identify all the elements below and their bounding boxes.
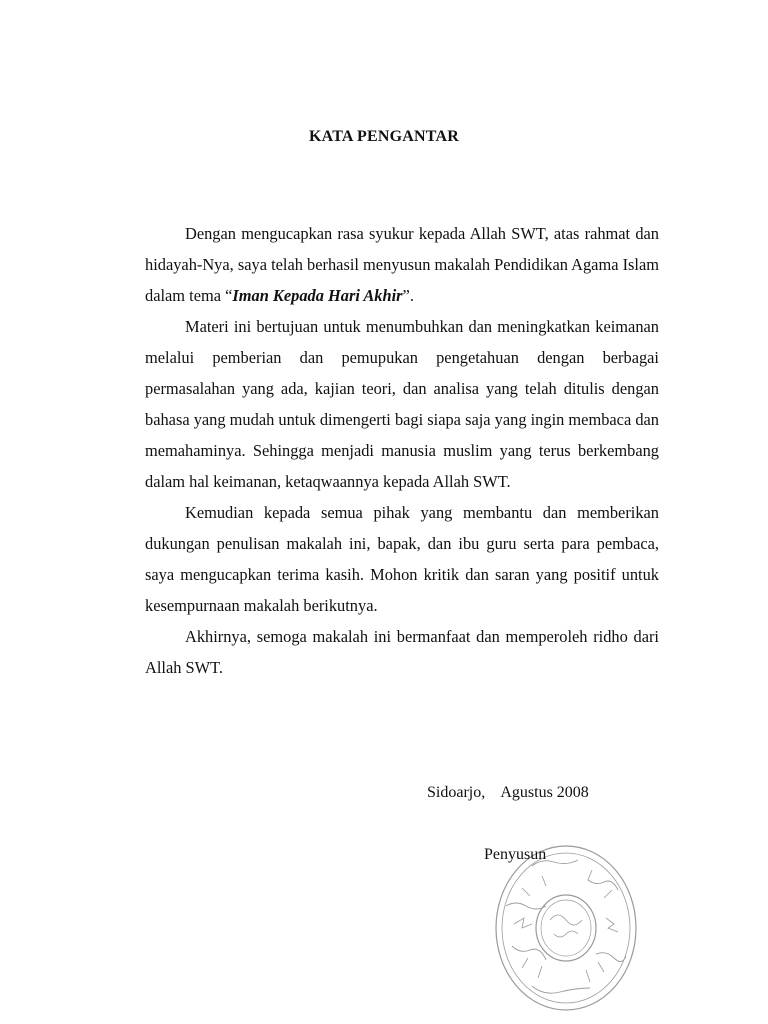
paragraph-2: Materi ini bertujuan untuk menumbuhkan dan meningkatkan keimanan melalui pemberian dan pemupukan pengetahuan dengan berbagai permasalahan yang ada, kajian teori, dan analisa yang telah ditulis dengan bahasa yang mudah untuk dimengerti bagi siapa saja yang ingin membaca dan memahaminya. Sehingga menjadi manusia muslim yang terus berkembang dalam hal keimanan, ketaqwaannya kepada Allah SWT. xyxy=(145,317,659,491)
page-title: KATA PENGANTAR xyxy=(309,128,459,145)
paragraph-4: Akhirnya, semoga makalah ini bermanfaat dan memperoleh ridho dari Allah SWT. xyxy=(145,627,659,677)
paragraph-1-before: Dengan mengucapkan rasa syukur kepada Allah SWT, atas rahmat dan hidayah-Nya, saya telah berhasil menyusun makalah Pendidikan Agama Islam dalam tema “ xyxy=(145,224,659,305)
place-date xyxy=(427,784,589,802)
theme-emphasis: Iman Kepada Hari Akhir xyxy=(232,286,403,305)
document-body xyxy=(145,218,659,683)
author-label: Penyusun xyxy=(484,846,547,863)
paragraph-1-after: ”. xyxy=(402,286,414,305)
paragraph-1 xyxy=(145,218,659,311)
place: Sidoarjo, xyxy=(427,784,486,801)
paragraph-3: Kemudian kepada semua pihak yang membantu dan memberikan dukungan penulisan makalah ini, bapak, dan ibu guru serta para pembaca, saya mengucapkan terima kasih. Mohon kritik dan saran yang positif untuk kesempurnaan makalah berikutnya. xyxy=(145,503,659,615)
date: Agustus 2008 xyxy=(500,784,589,801)
